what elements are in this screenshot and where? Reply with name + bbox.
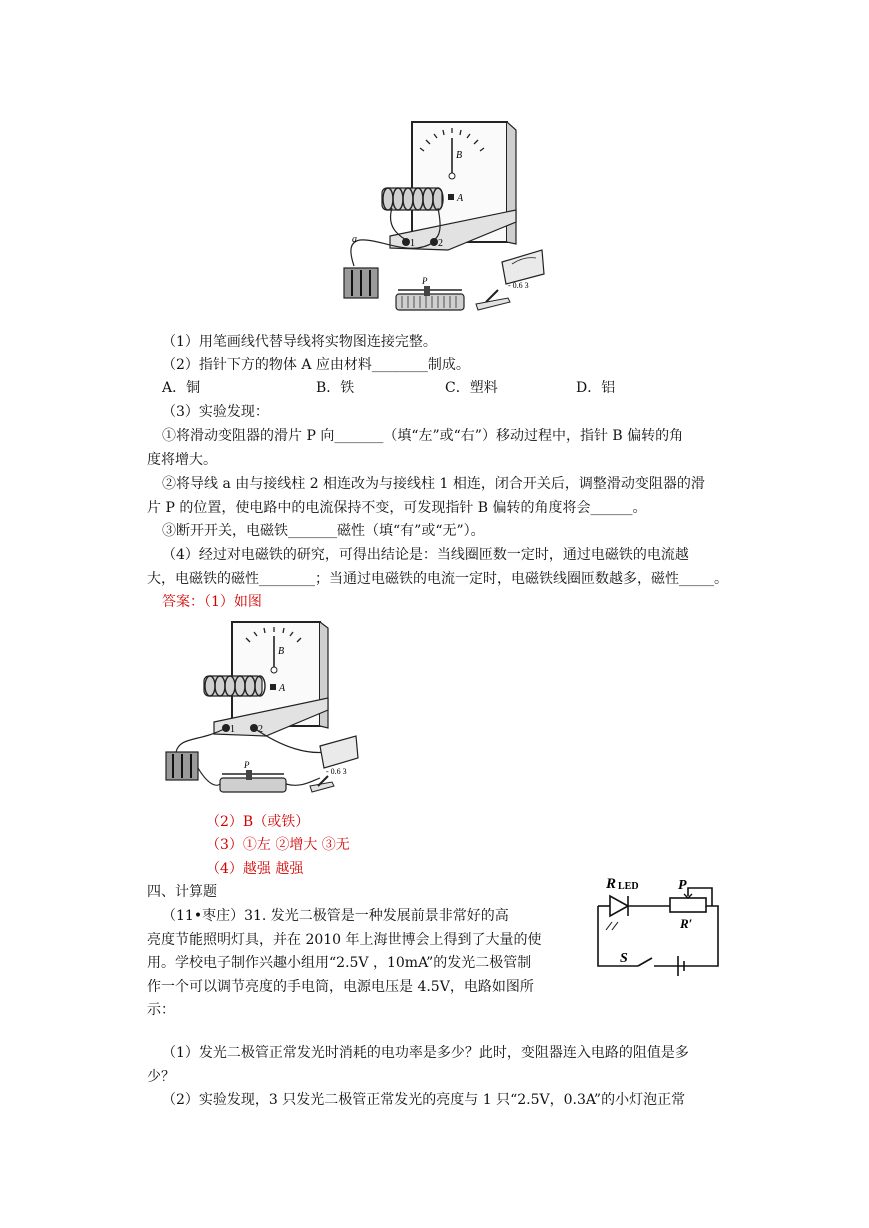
problem-line-5: 示： [147, 1002, 175, 1018]
answer-slider-label: P [244, 760, 250, 770]
answer-line-1: 答案：（1）如图 [162, 594, 262, 610]
answer-line-2: （2）B（或铁） [206, 814, 310, 830]
problem-line-2: 亮度节能照明灯具，并在 2010 年上海世博会上得到了大量的使 [147, 932, 542, 948]
answer-terminal-1-label: 1 [230, 724, 235, 735]
answer-line-4: （4）越强 越强 [206, 861, 304, 877]
object-label: A [457, 193, 464, 204]
subquestion-line-3: （2）实验发现，3 只发光二极管正常发光的亮度与 1 只“2.5V，0.3A”的小灯泡正常 [162, 1092, 686, 1108]
answer-ammeter-scale-label: - 0.6 3 [326, 767, 347, 776]
slider-label: P [422, 276, 428, 286]
answer-line-3: （3）①左 ②增大 ③无 [206, 837, 350, 853]
problem-line-3: 用。学校电子制作兴趣小组用“2.5V ，10mA”的发光二极管制 [147, 955, 532, 971]
problem-line-4: 作一个可以调节亮度的手电筒，电源电压是 4.5V，电路如图所 [147, 979, 534, 995]
terminal-1-label: 1 [410, 238, 415, 249]
question-line-1: （1）用笔画线代替导线将实物图连接完整。 [162, 334, 437, 350]
answer-pointer-label: B [278, 646, 285, 657]
question-line-4: ①将滑动变阻器的滑片 P 向_______（填“左”或“右”）移动过程中，指针 B 偏转的角 [162, 428, 684, 444]
problem-line-1: （11•枣庄）31. 发光二极管是一种发展前景非常好的高 [162, 908, 509, 924]
section-title: 四、计算题 [147, 884, 217, 900]
option-a: A．铜 [162, 380, 201, 396]
ammeter-scale-label: - 0.6 3 [508, 281, 529, 290]
circuit-diagram [578, 876, 733, 981]
option-d: D．铝 [576, 380, 616, 396]
question-line-5: 度将增大。 [147, 452, 217, 468]
pointer-label: B [456, 150, 463, 161]
figure-answer-setup [160, 618, 360, 808]
figure-electromagnet-setup [330, 118, 550, 328]
question-line-3: （3）实验发现： [162, 404, 269, 420]
rheostat-r-label: R′ [680, 916, 693, 931]
question-line-10: 大，电磁铁的磁性________；当通过电磁铁的电流一定时，电磁铁线圈匝数越多，磁性_____。 [147, 571, 728, 587]
led-label: R [606, 876, 617, 892]
subquestion-line-1: （1）发光二极管正常发光时消耗的电功率是多少？此时，变阻器连入电路的阻值是多 [162, 1045, 689, 1061]
subquestion-line-2: 少？ [147, 1069, 175, 1085]
rheostat-p-label: P [678, 878, 687, 893]
question-line-9: （4）经过对电磁铁的研究，可得出结论是：当线圈匝数一定时，通过电磁铁的电流越 [162, 547, 689, 563]
question-line-2: （2）指针下方的物体 A 应由材料________制成。 [162, 357, 470, 373]
option-c: C．塑料 [445, 380, 498, 396]
wire-a-label: a [352, 234, 357, 245]
answer-object-label: A [279, 683, 286, 694]
led-subscript: LED [618, 881, 639, 892]
switch-label: S [620, 951, 628, 966]
question-line-6: ②将导线 a 由与接线柱 2 相连改为与接线柱 1 相连，闭合开关后，调整滑动变阻器的滑 [162, 476, 705, 492]
option-b: B．铁 [316, 380, 355, 396]
terminal-2-label: 2 [438, 238, 443, 249]
answer-terminal-2-label: 2 [258, 724, 263, 735]
question-line-8: ③断开开关，电磁铁_______磁性（填“有”或“无”）。 [162, 523, 485, 539]
question-line-7: 片 P 的位置，使电路中的电流保持不变，可发现指针 B 偏转的角度将会______。 [147, 500, 647, 516]
